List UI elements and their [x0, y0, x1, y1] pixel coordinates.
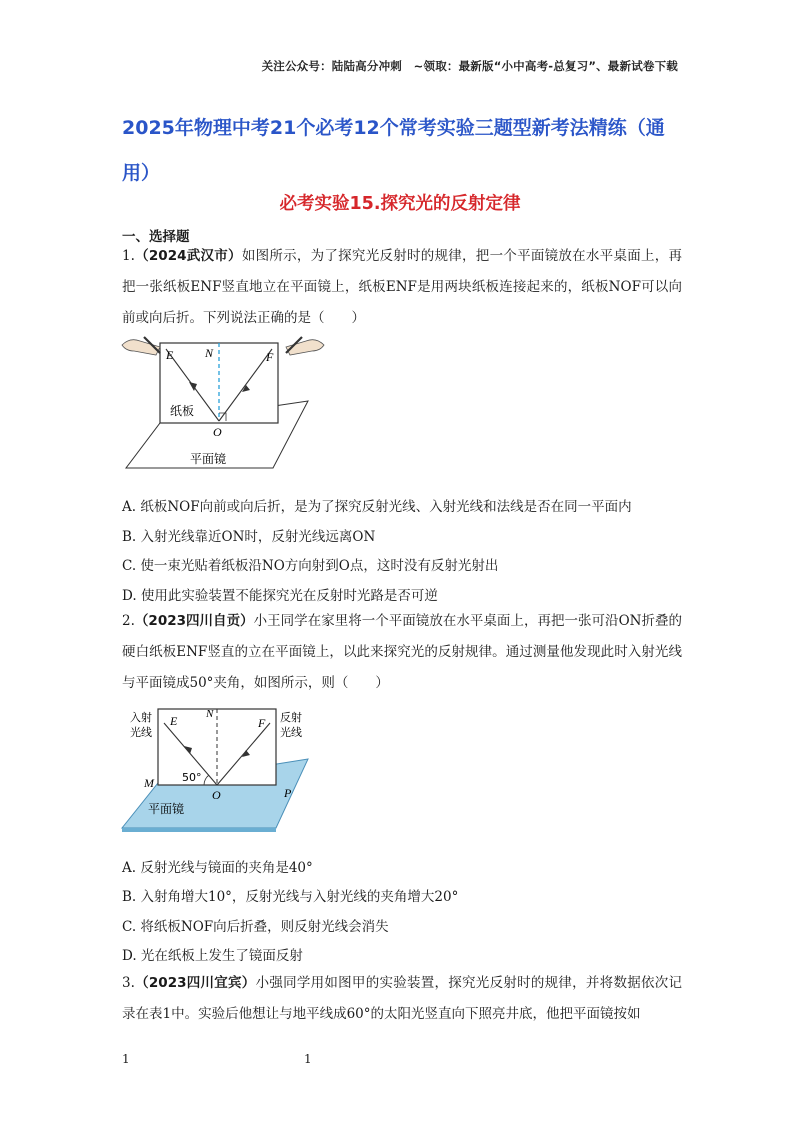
q1-option-a: A. 纸板NOF向前或向后折，是为了探究反射光线、入射光线和法线是否在同一平面内 — [122, 499, 632, 515]
question-source: （2023四川宜宾） — [134, 975, 256, 991]
label-angle: 50° — [182, 771, 202, 784]
label-O: O — [212, 788, 221, 802]
section-heading: 一、选择题 — [122, 229, 190, 245]
question-text: 如图所示，为了探究光反射时的规律，把一个平面镜放在水平桌面上，再把一张纸板ENF竖直地立在平面镜上，纸板ENF是用两块纸板连接起来的，纸板NOF可以向前或向后折。下列说法正确的是（ ） — [122, 248, 682, 326]
q2-option-c: C. 将纸板NOF向后折叠，则反射光线会消失 — [122, 919, 389, 935]
question-number: 1. — [122, 248, 135, 264]
page-number-left: 1 — [122, 1052, 130, 1066]
label-F: F — [258, 716, 266, 730]
label-E: E — [170, 714, 178, 728]
q1-option-c: C. 使一束光贴着纸板沿NO方向射到O点，这时没有反射光射出 — [122, 558, 499, 574]
page-header: 关注公众号：陆陆高分冲刺 ~领取：最新版“小中高考-总复习”、最新试卷下载 — [261, 59, 678, 73]
figure-q2-reflection-setup — [118, 703, 318, 833]
label-F: F — [266, 350, 274, 364]
label-board: 纸板 — [170, 404, 195, 418]
q1-option-b: B. 入射光线靠近ON时，反射光线远离ON — [122, 529, 376, 545]
question-text: 小王同学在家里将一个平面镜放在水平桌面上，再把一张可沿ON折叠的硬白纸板ENF竖直的立在平面镜上，以此来探究光的反射规律。通过测量他发现此时入射光线与平面镜成50°夹角，如图所示，则（ ） — [122, 613, 682, 691]
question-3 — [122, 968, 682, 1030]
label-mirror: 平面镜 — [190, 452, 227, 466]
q2-option-a: A. 反射光线与镜面的夹角是40° — [122, 860, 313, 876]
figure-q1-reflection-apparatus — [118, 333, 330, 473]
label-E: E — [166, 348, 174, 362]
page-number-center: 1 — [304, 1052, 312, 1066]
question-number: 3. — [122, 975, 135, 991]
label-reflected-2: 光线 — [280, 726, 302, 739]
question-source: （2023四川自贡） — [134, 613, 254, 629]
question-source: （2024武汉市） — [134, 248, 242, 264]
document-title: 2025年物理中考21个必考12个常考实验三题型新考法精练（通用） — [122, 117, 665, 184]
question-2 — [122, 606, 682, 699]
label-M: M — [144, 776, 154, 790]
label-reflected-1: 反射 — [280, 711, 302, 724]
label-mirror: 平面镜 — [148, 802, 185, 816]
label-incident-2: 光线 — [130, 726, 152, 739]
question-text: 小强同学用如图甲的实验装置，探究光反射时的规律，并将数据依次记录在表1中。实验后他想让与地平线成60°的太阳光竖直向下照亮井底，他把平面镜按如 — [122, 975, 682, 1022]
q1-option-d: D. 使用此实验装置不能探究光在反射时光路是否可逆 — [122, 588, 438, 604]
question-1 — [122, 241, 682, 334]
q2-option-b: B. 入射角增大10°，反射光线与入射光线的夹角增大20° — [122, 889, 459, 905]
label-P: P — [284, 786, 292, 800]
q2-option-d: D. 光在纸板上发生了镜面反射 — [122, 948, 303, 964]
question-number: 2. — [122, 613, 135, 629]
experiment-title: 必考实验15.探究光的反射定律 — [279, 194, 521, 214]
label-N: N — [206, 708, 214, 720]
label-N: N — [205, 346, 214, 360]
label-O: O — [213, 425, 222, 439]
label-incident-1: 入射 — [130, 711, 152, 724]
